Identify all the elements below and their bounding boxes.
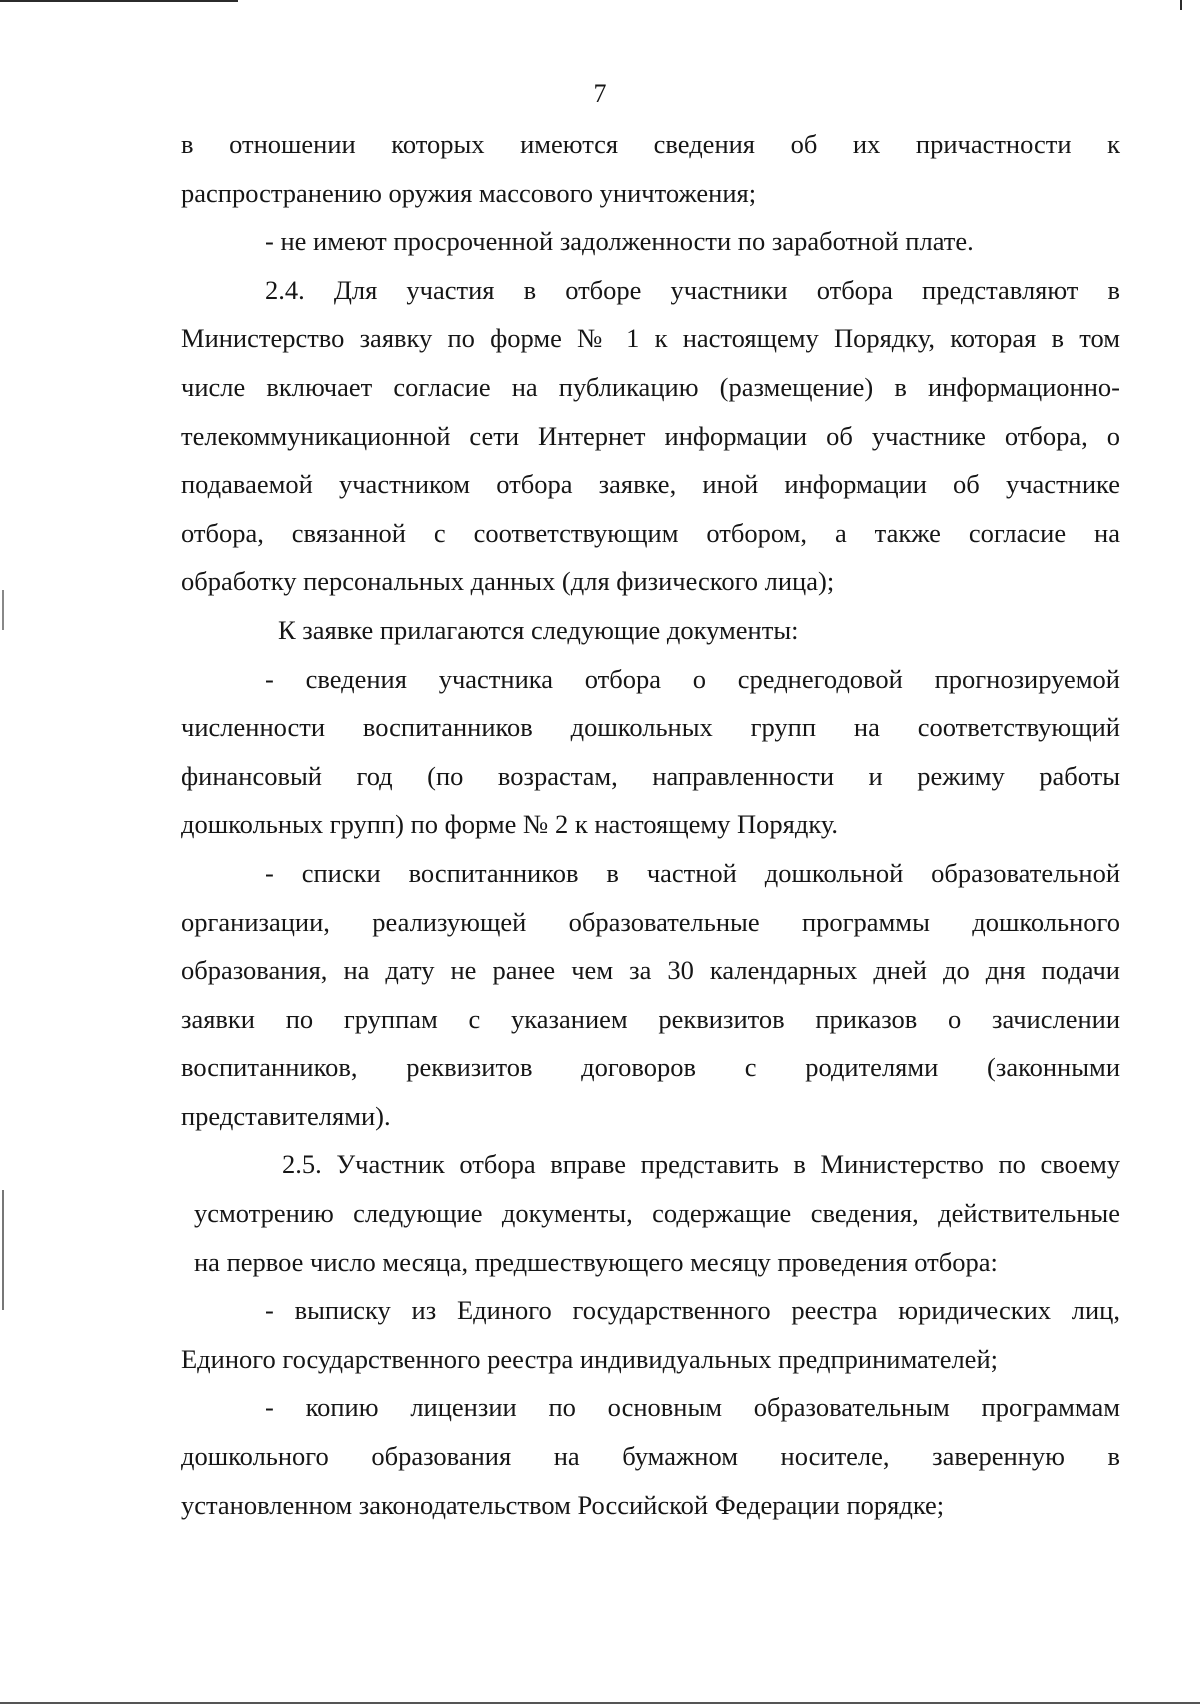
text-line: числе включает согласие на публикацию (размещение) в информационно- [181,371,1120,402]
text-line: - выписку из Единого государственного реестра юридических лиц, [265,1295,1120,1326]
text-line: на первое число месяца, предшествующего месяцу проведения отбора: [194,1246,998,1277]
paragraph-wmd-continuation [181,120,1120,217]
text-line: 2.5. Участник отбора вправе представить в Министерство по своему [282,1149,1120,1180]
paragraph-no-wage-arrears [181,217,1120,266]
text-line: дошкольных групп) по форме № 2 к настоящему Порядку. [181,809,839,840]
text-line: представителями). [181,1100,391,1131]
paragraph-attached-documents [181,606,1120,655]
text-line: заявки по группам с указанием реквизитов приказов о зачислении [181,1003,1120,1034]
text-line: в отношении которых имеются сведения об их причастности к [181,129,1120,159]
text-line: финансовый год (по возрастам, направленности и режиму работы [181,760,1120,791]
text-line: - не имеют просроченной задолженности по заработной плате. [265,226,974,257]
scan-edge-left-mark [2,1190,4,1310]
text-line: установленном законодательством Российской Федерации порядке; [181,1489,945,1520]
text-line: Министерство заявку по форме № 1 к настоящему Порядку, которая в том [181,323,1120,354]
text-line: образования, на дату не ранее чем за 30 календарных дней до дня подачи [181,955,1120,986]
text-line: организации, реализующей образовательные программы дошкольного [181,906,1120,937]
document-body [181,120,1120,1529]
paragraph-license-copy [181,1383,1120,1529]
text-line: - копию лицензии по основным образовательным программам [265,1392,1120,1423]
text-line: численности воспитанников дошкольных групп на соответствующий [181,712,1120,743]
page-number: 7 [593,79,607,108]
text-line: усмотрению следующие документы, содержащие сведения, действительные [194,1198,1120,1229]
scan-edge-left-mark-2 [2,590,4,630]
scan-edge-bottom [0,1702,1200,1704]
text-line: 2.4. Для участия в отборе участники отбора представляют в [265,274,1120,305]
paragraph-pupil-lists [181,849,1120,1141]
text-line: - списки воспитанников в частной дошкольной образовательной [265,857,1120,888]
text-line: К заявке прилагаются следующие документы: [278,614,799,645]
text-line: воспитанников, реквизитов договоров с родителями (законными [181,1052,1120,1083]
paragraph-forecast-enrollment [181,655,1120,849]
paragraph-registry-extract [181,1286,1120,1383]
text-line: отбора, связанной с соответствующим отбором, а также согласие на [181,517,1120,548]
scan-edge-top [0,0,238,2]
text-line: дошкольного образования на бумажном носителе, заверенную в [181,1441,1120,1472]
text-line: - сведения участника отбора о среднегодовой прогнозируемой [265,663,1120,694]
paragraph-2-4 [181,266,1120,606]
text-line: подаваемой участником отбора заявке, иной информации об участнике [181,469,1120,500]
text-line: Единого государственного реестра индивидуальных предпринимателей; [181,1343,998,1374]
scan-edge-top-right [1180,0,1182,10]
paragraph-2-5 [181,1140,1120,1286]
text-line: обработку персональных данных (для физического лица); [181,566,835,597]
text-line: телекоммуникационной сети Интернет информации об участнике отбора, о [181,420,1120,451]
text-line: распространению оружия массового уничтожения; [181,177,757,208]
